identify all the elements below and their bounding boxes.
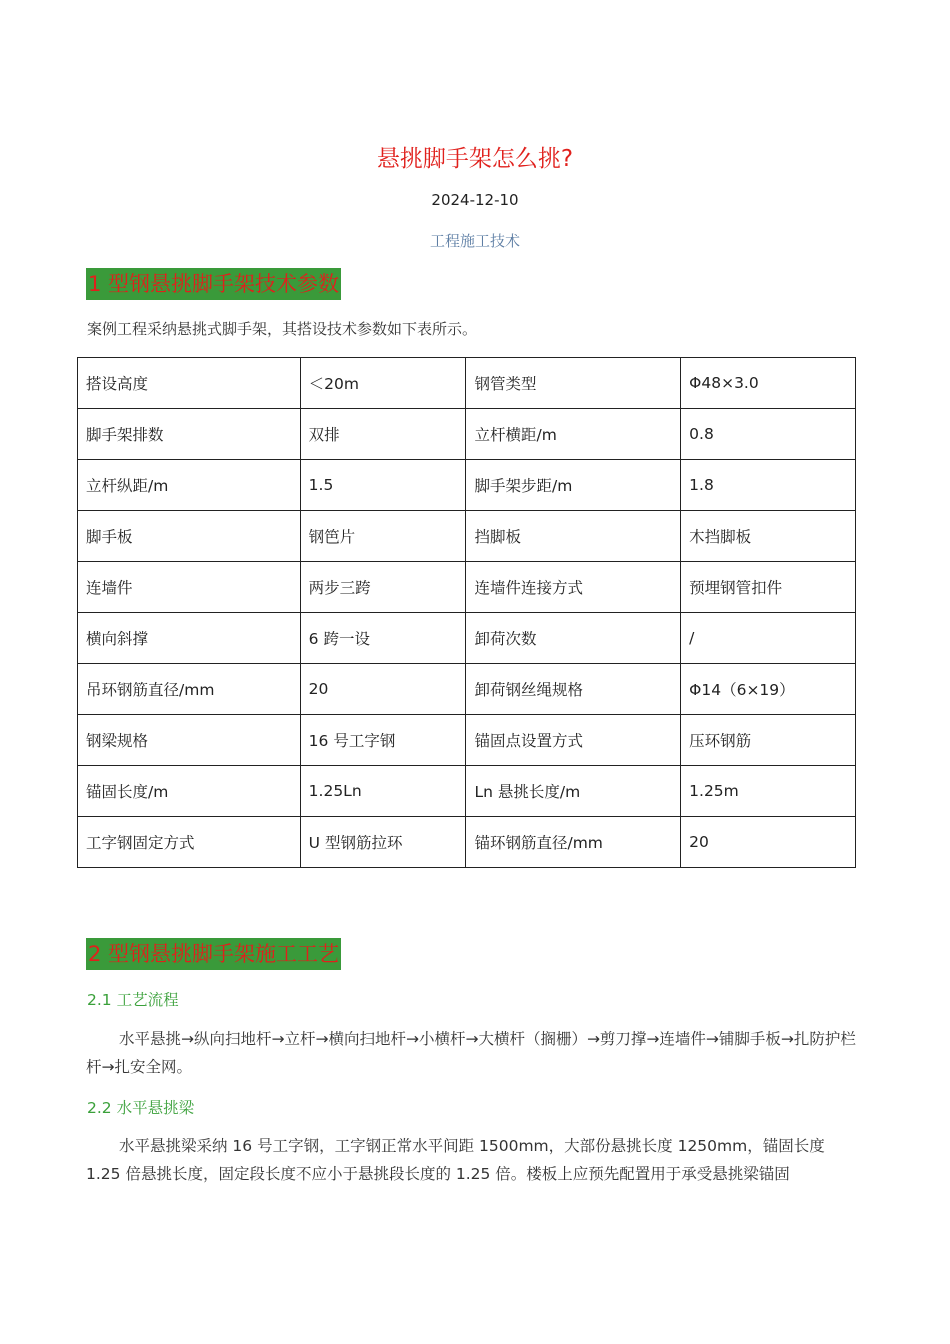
table-value-cell: 1.25Ln: [300, 766, 466, 817]
table-label-cell: Ln 悬挑长度/m: [466, 766, 681, 817]
subsection-2-2-heading: 2.2 水平悬挑梁: [87, 1099, 195, 1117]
table-value-cell: 6 跨一设: [300, 613, 466, 664]
table-value-cell: 1.8: [681, 460, 856, 511]
subsection-2-2-text: 水平悬挑梁采纳 16 号工字钢，工字钢正常水平间距 1500mm，大部份悬挑长度 1250mm，锚固长度 1.25 倍悬挑长度，固定段长度不应小于悬挑段长度的 1.25 倍。楼板上应预先配置用于承受悬挑梁锚固: [86, 1137, 825, 1183]
table-row: [78, 409, 856, 460]
table-row: [78, 358, 856, 409]
table-label-cell: 工字钢固定方式: [78, 817, 301, 868]
article-title: 悬挑脚手架怎么挑?: [376, 146, 574, 172]
table-label-cell: 立杆横距/m: [466, 409, 681, 460]
table-value-cell: ＜20m: [300, 358, 466, 409]
table-value-cell: U 型钢筋拉环: [300, 817, 466, 868]
subsection-2-1-heading: 2.1 工艺流程: [87, 991, 179, 1009]
table-value-cell: 两步三跨: [300, 562, 466, 613]
table-label-cell: 搭设高度: [78, 358, 301, 409]
table-value-cell: 20: [681, 817, 856, 868]
article-date: 2024-12-10: [431, 191, 519, 209]
table-label-cell: 钢管类型: [466, 358, 681, 409]
table-value-cell: 压环钢筋: [681, 715, 856, 766]
table-value-cell: 1.5: [300, 460, 466, 511]
table-value-cell: 20: [300, 664, 466, 715]
section-2-heading: 2 型钢悬挑脚手架施工工艺: [86, 938, 341, 970]
table-value-cell: Φ14（6×19）: [681, 664, 856, 715]
table-row: [78, 766, 856, 817]
table-label-cell: 连墙件: [78, 562, 301, 613]
table-label-cell: 卸荷次数: [466, 613, 681, 664]
table-row: [78, 817, 856, 868]
table-value-cell: 木挡脚板: [681, 511, 856, 562]
table-value-cell: 钢笆片: [300, 511, 466, 562]
table-row: [78, 613, 856, 664]
table-label-cell: 脚手架排数: [78, 409, 301, 460]
table-label-cell: 连墙件连接方式: [466, 562, 681, 613]
table-label-cell: 横向斜撑: [78, 613, 301, 664]
section-1-intro: 案例工程采纳悬挑式脚手架，其搭设技术参数如下表所示。: [87, 320, 478, 338]
table-label-cell: 锚固长度/m: [78, 766, 301, 817]
table-value-cell: 16 号工字钢: [300, 715, 466, 766]
parameters-table: [77, 357, 856, 868]
table-label-cell: 脚手板: [78, 511, 301, 562]
table-value-cell: 1.25m: [681, 766, 856, 817]
table-row: [78, 511, 856, 562]
table-row: [78, 562, 856, 613]
table-value-cell: Φ48×3.0: [681, 358, 856, 409]
table-value-cell: 双排: [300, 409, 466, 460]
subsection-2-1-text: 水平悬挑→纵向扫地杆→立杆→横向扫地杆→小横杆→大横杆（搁栅）→剪刀撑→连墙件→铺脚手板→扎防护栏杆→扎安全网。: [86, 1030, 856, 1076]
article-source-link[interactable]: 工程施工技术: [429, 232, 520, 250]
table-value-cell: 0.8: [681, 409, 856, 460]
table-row: [78, 664, 856, 715]
table-label-cell: 锚固点设置方式: [466, 715, 681, 766]
table-label-cell: 立杆纵距/m: [78, 460, 301, 511]
table-label-cell: 锚环钢筋直径/mm: [466, 817, 681, 868]
table-row: [78, 460, 856, 511]
table-value-cell: 预埋钢管扣件: [681, 562, 856, 613]
table-value-cell: /: [681, 613, 856, 664]
table-label-cell: 吊环钢筋直径/mm: [78, 664, 301, 715]
table-label-cell: 卸荷钢丝绳规格: [466, 664, 681, 715]
table-label-cell: 脚手架步距/m: [466, 460, 681, 511]
section-1-heading: 1 型钢悬挑脚手架技术参数: [86, 268, 341, 300]
table-label-cell: 钢梁规格: [78, 715, 301, 766]
table-row: [78, 715, 856, 766]
table-label-cell: 挡脚板: [466, 511, 681, 562]
